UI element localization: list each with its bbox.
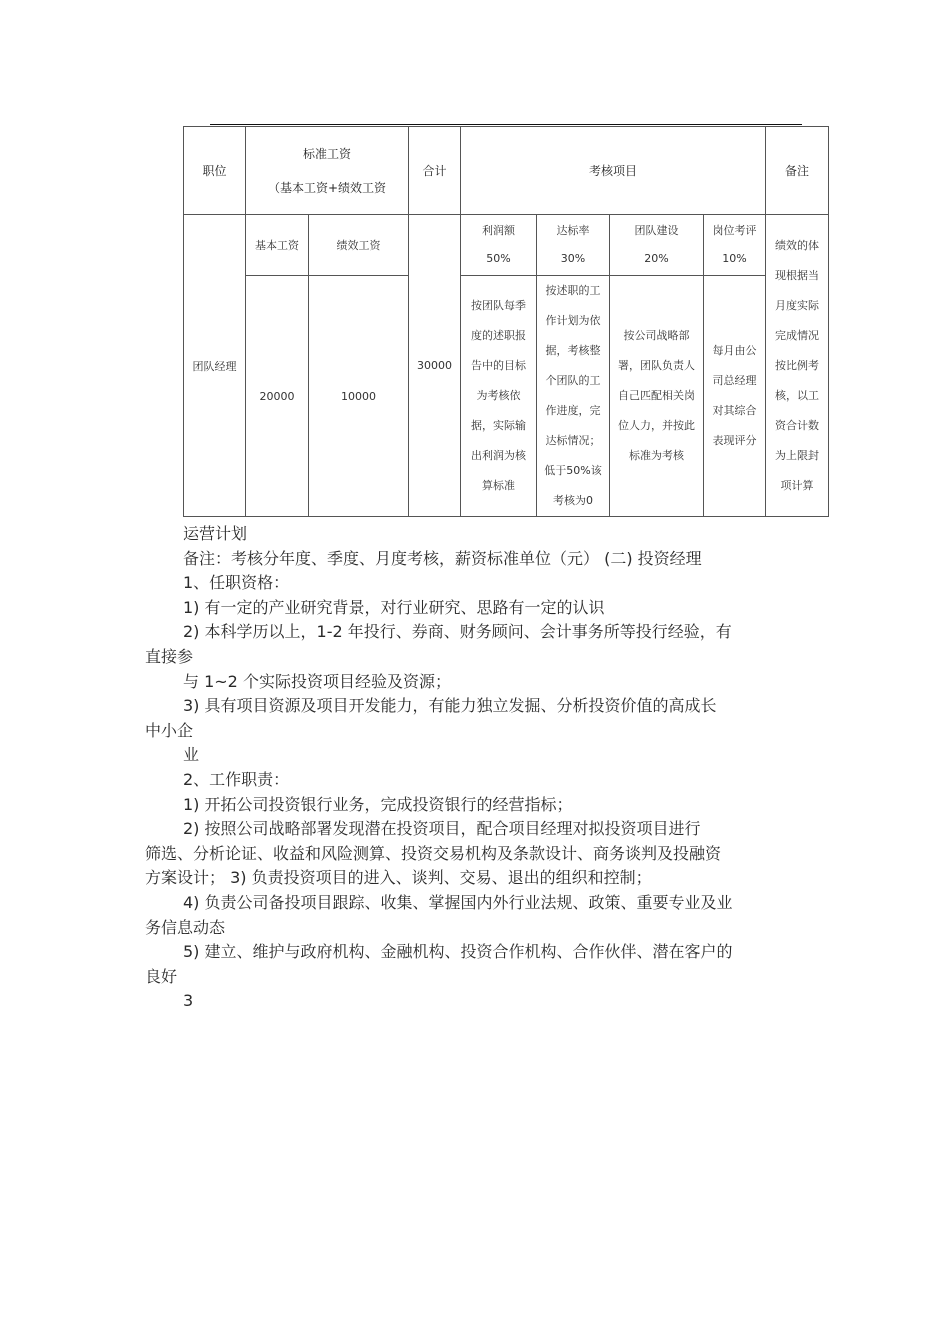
text-line: 筛选、分析论证、收益和风险测算、投资交易机构及条款设计、商务谈判及投融资 — [145, 843, 722, 863]
sub-team-pct: 20% — [644, 252, 669, 265]
desc-line: 考核为0 — [553, 494, 593, 507]
remark-line: 项计算 — [780, 478, 814, 492]
sub-base: 基本工资 — [246, 215, 309, 276]
desc-line: 告中的目标 — [471, 359, 526, 372]
desc-line: 按团队每季 — [471, 299, 526, 312]
text-line: 2、工作职责： — [183, 769, 290, 789]
cell-position: 团队经理 — [184, 215, 246, 517]
header-remark: 备注 — [766, 127, 829, 215]
desc-line: 自己匹配相关岗 — [618, 389, 695, 402]
desc-line: 算标准 — [482, 479, 515, 492]
desc-line: 据，实际输 — [471, 419, 526, 432]
text-line: 直接参 — [145, 646, 194, 666]
cell-review-desc — [704, 276, 766, 517]
remark-line: 核，以工 — [775, 388, 820, 402]
sub-rate — [537, 215, 610, 276]
remark-lines — [771, 231, 823, 501]
cell-rate-desc — [537, 276, 610, 517]
text-line: 业 — [183, 745, 200, 765]
desc-line: 出利润为核 — [471, 449, 526, 462]
remark-line: 月度实际 — [775, 298, 820, 312]
desc-line: 每月由公 — [712, 344, 757, 357]
desc-line: 对其综合 — [712, 404, 757, 417]
cell-base: 20000 — [246, 276, 309, 517]
remark-line: 绩效的体 — [775, 238, 820, 252]
desc-line: 表现评分 — [712, 434, 757, 447]
desc-line: 达标情况； — [545, 434, 601, 447]
salary-table — [183, 126, 829, 517]
desc-line: 司总经理 — [712, 374, 757, 387]
desc-line: 署，团队负责人 — [618, 359, 695, 372]
header-salary-line2: （基本工资+绩效工资 — [267, 180, 387, 195]
desc-line: 个团队的工 — [545, 374, 601, 387]
desc-line: 为考核依 — [476, 389, 521, 402]
sub-perf: 绩效工资 — [309, 215, 409, 276]
desc-line: 按公司战略部 — [623, 329, 690, 342]
text-line: 2) 按照公司战略部署发现潜在投资项目，配合项目经理对拟投资项目进行 — [183, 819, 701, 839]
sub-team-name: 团队建设 — [634, 224, 679, 237]
desc-line: 标准为考核 — [629, 449, 684, 462]
desc-line: 作进度，完 — [545, 404, 601, 417]
remark-line: 完成情况 — [775, 328, 820, 342]
header-position: 职位 — [184, 127, 246, 215]
cell-total: 30000 — [409, 215, 461, 517]
remark-line: 按比例考 — [775, 358, 820, 372]
sub-profit — [461, 215, 537, 276]
sub-rate-pct: 30% — [560, 252, 586, 265]
sub-review-pct: 10% — [722, 252, 747, 265]
text-line: 备注：考核分年度、季度、月度考核，薪资标准单位（元） (二) 投资经理 — [183, 548, 702, 568]
sub-rate-name: 达标率 — [556, 224, 590, 237]
text-line: 中小企 — [145, 720, 194, 740]
header-total: 合计 — [409, 127, 461, 215]
sub-profit-pct: 50% — [486, 252, 511, 265]
table-top-rule — [210, 124, 802, 125]
body-text — [145, 522, 813, 1014]
cell-perf: 10000 — [309, 276, 409, 517]
header-items: 考核项目 — [461, 127, 766, 215]
text-line: 5) 建立、维护与政府机构、金融机构、投资合作机构、合作伙伴、潜在客户的 — [183, 942, 733, 962]
desc-line: 作计划为依 — [545, 314, 601, 327]
sub-profit-name: 利润额 — [482, 224, 515, 237]
cell-remark — [766, 215, 829, 517]
desc-line: 度的述职报 — [471, 329, 526, 342]
remark-line: 现根据当 — [775, 268, 820, 282]
sub-team — [610, 215, 704, 276]
text-line: 4) 负责公司备投项目跟踪、收集、掌握国内外行业法规、政策、重要专业及业 — [183, 892, 733, 912]
text-line: 务信息动态 — [145, 917, 226, 937]
desc-line: 按述职的工 — [545, 284, 601, 297]
text-line: 与 1~2 个实际投资项目经验及资源； — [183, 671, 451, 691]
cell-team-desc — [610, 276, 704, 517]
text-line: 1、任职资格： — [183, 573, 290, 593]
remark-line: 为上限封 — [775, 448, 820, 462]
header-salary — [246, 127, 409, 215]
cell-profit-desc — [461, 276, 537, 517]
remark-line: 资合计数 — [775, 418, 820, 432]
text-line: 运营计划 — [183, 524, 248, 543]
text-line: 1) 有一定的产业研究背景，对行业研究、思路有一定的认识 — [183, 597, 605, 617]
text-line: 方案设计； 3) 负责投资项目的进入、谈判、交易、退出的组织和控制； — [145, 868, 652, 888]
desc-line: 低于50%该 — [544, 464, 602, 477]
sub-review — [704, 215, 766, 276]
desc-line: 据，考核整 — [545, 344, 601, 357]
text-line: 良好 — [145, 966, 178, 986]
text-line: 3) 具有项目资源及项目开发能力，有能力独立发掘、分析投资价值的高成长 — [183, 696, 717, 716]
text-line: 1) 开拓公司投资银行业务，完成投资银行的经营指标； — [183, 794, 573, 814]
text-line: 2) 本科学历以上，1-2 年投行、券商、财务顾问、会计事务所等投行经验，有 — [183, 622, 732, 642]
header-salary-line1: 标准工资 — [302, 146, 351, 161]
text-line: 3 — [183, 991, 194, 1011]
sub-review-name: 岗位考评 — [712, 224, 757, 237]
desc-line: 位人力，并按此 — [618, 419, 695, 432]
